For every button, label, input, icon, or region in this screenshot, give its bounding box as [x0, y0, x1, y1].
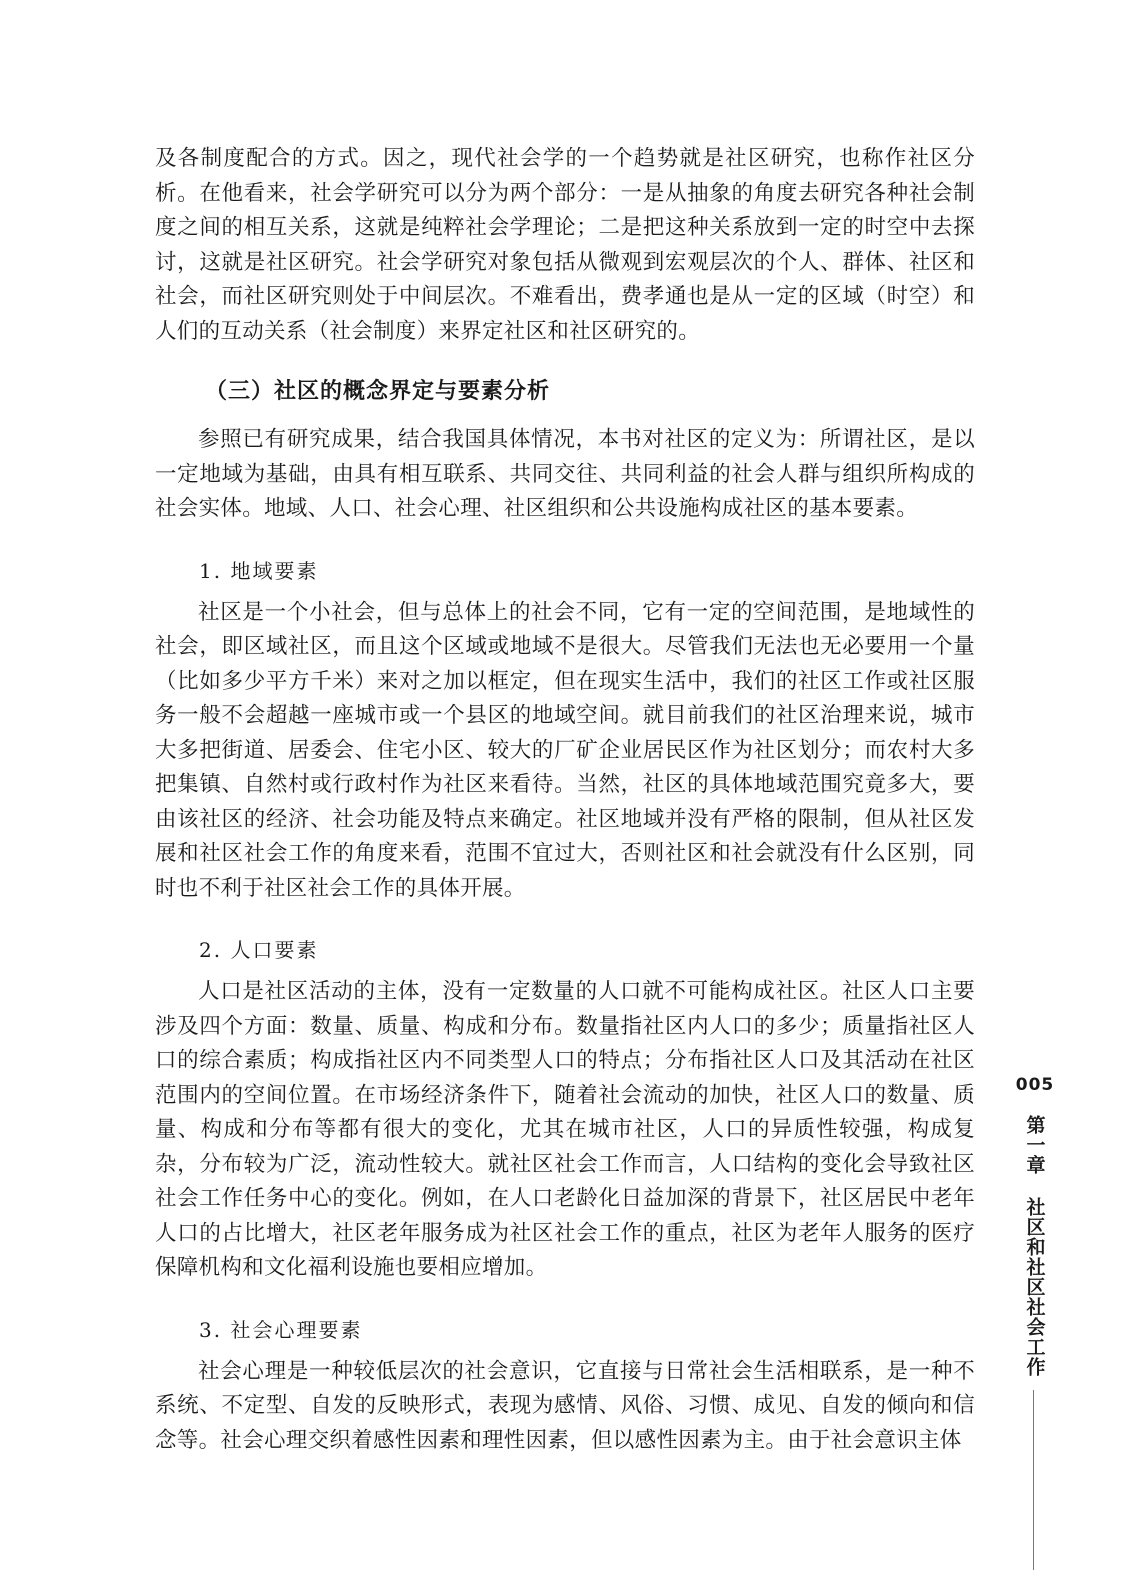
subsection-text-psychology: 社会心理是一种较低层次的社会意识，它直接与日常社会生活相联系，是一种不系统、不定型、自发的反映形式，表现为感情、风俗、习惯、成见、自发的倾向和信念等。社会心理交织着感性因素和理性因素，但以感性因素为主。由于社会意识主体 — [155, 1358, 975, 1453]
section-heading: （三）社区的概念界定与要素分析 — [205, 379, 551, 404]
page-number: 005 — [1015, 1075, 1055, 1095]
running-margin — [1012, 1075, 1058, 1377]
subsection-text-territory: 社区是一个小社会，但与总体上的社会不同，它有一定的空间范围，是地域性的社会，即区域社区，而且这个区域或地域不是很大。尽管我们无法也无必要用一个量（比如多少平方千米）来对之加以框定，但在现实生活中，我们的社区工作或社区服务一般不会超越一座城市或一个县区的地域空间。就目前我们的社区治理来说，城市大多把街道、居委会、住宅小区、较大的厂矿企业居民区作为社区划分；而农村大多把集镇、自然村或行政村作为社区来看待。当然，社区的具体地域范围究竟多大，要由该社区的经济、社会功能及特点来确定。社区地域并没有严格的限制，但从社区发展和社区社会工作的角度来看，范围不宜过大，否则社区和社会就没有什么区别，同时也不利于社区社会工作的具体开展。 — [155, 599, 975, 901]
subsection-heading-population: 2. 人口要素 — [199, 938, 319, 962]
subsection-text-population: 人口是社区活动的主体，没有一定数量的人口就不可能构成社区。社区人口主要涉及四个方面：数量、质量、构成和分布。数量指社区内人口的多少；质量指社区人口的综合素质；构成指社区内不同类型人口的特点；分布指社区人口及其活动在社区范围内的空间位置。在市场经济条件下，随着社会流动的加快，社区人口的数量、质量、构成和分布等都有很大的变化，尤其在城市社区，人口的异质性较强，构成复杂，分布较为广泛，流动性较大。就社区社会工作而言，人口结构的变化会导致社区社会工作任务中心的变化。例如，在人口老龄化日益加深的背景下，社区居民中老年人口的占比增大，社区老年服务成为社区社会工作的重点，社区为老年人服务的医疗保障机构和文化福利设施也要相应增加。 — [155, 979, 975, 1280]
intro-paragraph: 参照已有研究成果，结合我国具体情况，本书对社区的定义为：所谓社区，是以一定地域为基础，由具有相互联系、共同交往、共同利益的社会人群与组织所构成的社会实体。地域、人口、社会心理、社区组织和公共设施构成社区的基本要素。 — [155, 427, 975, 521]
paragraph-continued: 及各制度配合的方式。因之，现代社会学的一个趋势就是社区研究，也称作社区分析。在他看来，社会学研究可以分为两个部分：一是从抽象的角度去研究各种社会制度之间的相互关系，这就是纯粹社会学理论；二是把这种关系放到一定的时空中去探讨，这就是社区研究。社会学研究对象包括从微观到宏观层次的个人、群体、社区和社会，而社区研究则处于中间层次。不难看出，费孝通也是从一定的区域（时空）和人们的互动关系（社会制度）来界定社区和社区研究的。 — [155, 146, 975, 344]
chapter-label: 第一章 — [1023, 1115, 1046, 1175]
page-body — [155, 142, 975, 1458]
chapter-title: 社区和社区社会工作 — [1023, 1197, 1046, 1377]
subsection-heading-psychology: 3. 社会心理要素 — [199, 1317, 363, 1342]
subsection-heading-territory: 1. 地域要素 — [199, 558, 319, 583]
margin-rule — [1033, 1390, 1034, 1570]
